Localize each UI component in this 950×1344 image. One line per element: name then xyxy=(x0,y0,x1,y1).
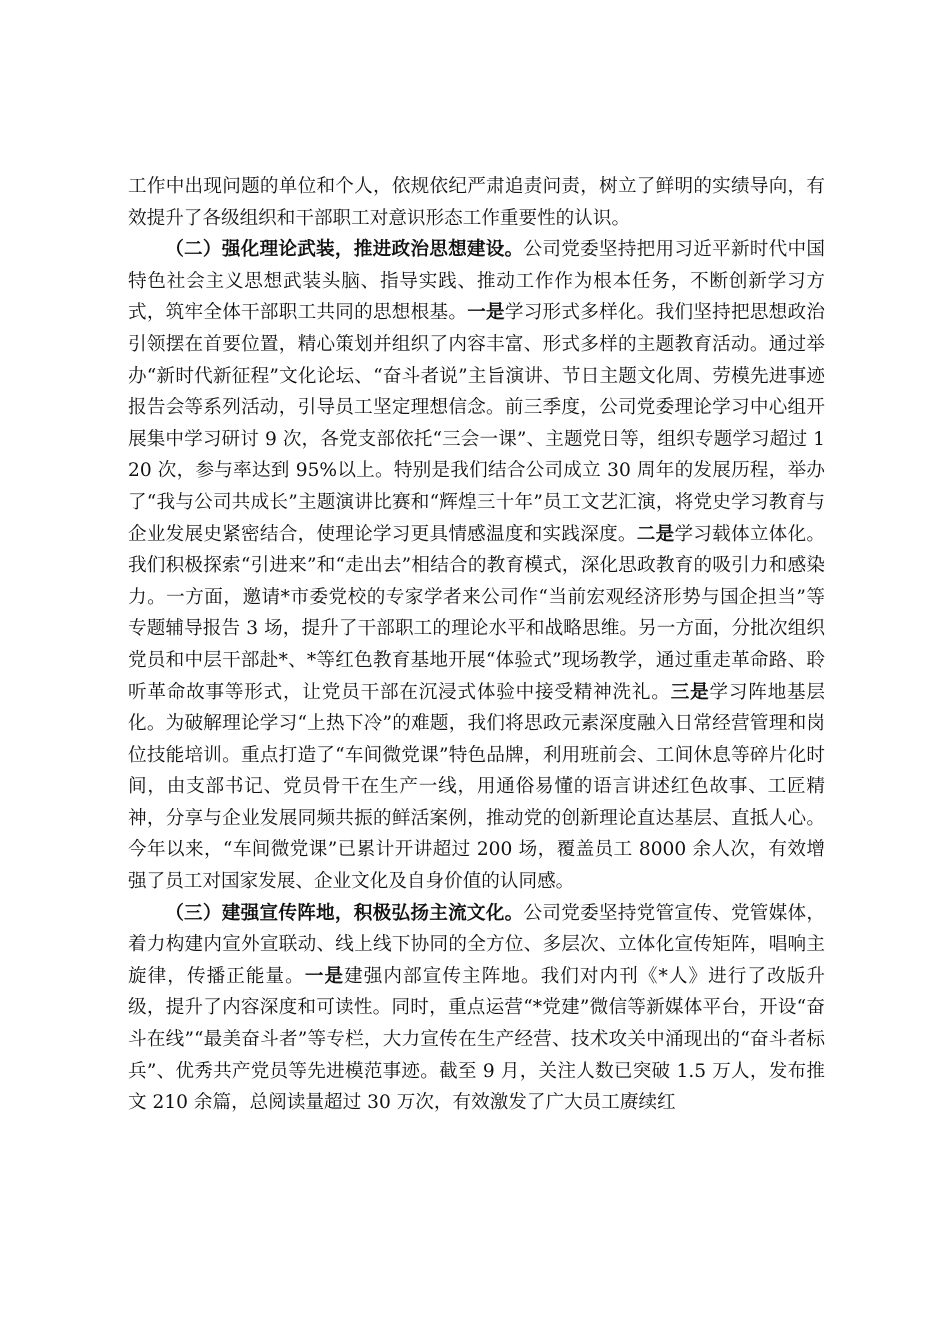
paragraph-continuation xyxy=(128,171,825,234)
point-marker: 二是 xyxy=(636,523,675,545)
section-heading: （三）建强宣传阵地，积极弘扬主流文化。 xyxy=(165,902,524,924)
paragraph-section-2 xyxy=(128,234,825,897)
paragraph-text: 公司党委坚持党管宣传、党管媒体，着力构建内宣外宣联动、线上线下协同的全方位、多层次、立体化宣传矩阵，唱响主旋律，传播正能量。 xyxy=(128,902,825,987)
paragraph-text: 公司党委坚持把用习近平新时代中国特色社会主义思想武装头脑、指导实践、推动工作作为根本任务，不断创新学习方式，筑牢全体干部职工共同的思想根基。 xyxy=(128,239,825,324)
document-body xyxy=(128,171,825,1119)
paragraph-text: 工作中出现问题的单位和个人，依规依纪严肃追责问责，树立了鲜明的实绩导向，有效提升了各级组织和干部职工对意识形态工作重要性的认识。 xyxy=(128,176,825,229)
point-marker: 一是 xyxy=(304,965,345,987)
section-heading: （二）强化理论武装，推进政治思想建设。 xyxy=(165,239,524,261)
paragraph-text: 建强内部宣传主阵地。我们对内刊《*人》进行了改版升级，提升了内容深度和可读性。同时，重点运营“*党建”微信等新媒体平台，开设“奋斗在线”“最美奋斗者”等专栏，大力宣传在生产经营、技术攻关中涌现出的“奋斗者标兵”、优秀共产党员等先进模范事迹。截至 9 月，关注人数已突破 1.5 万人，发布推文 210 余篇，总阅读量超过 30 万次，有效激发了广大员工赓续红 xyxy=(128,965,825,1114)
paragraph-section-3 xyxy=(128,898,825,1119)
paragraph-text: 学习阵地基层化。为破解理论学习“上热下冷”的难题，我们将思政元素深度融入日常经营管理和岗位技能培训。重点打造了“车间微党课”特色品牌，利用班前会、工间休息等碎片化时间，由支部书记、党员骨干在生产一线，用通俗易懂的语言讲述红色故事、工匠精神，分享与企业发展同频共振的鲜活案例，推动党的创新理论直达基层、直抵人心。今年以来，“车间微党课”已累计开讲超过 200 场，覆盖员工 8000 余人次，有效增强了员工对国家发展、企业文化及自身价值的认同感。 xyxy=(128,681,825,893)
paragraph-text: 学习形式多样化。我们坚持把思想政治引领摆在首要位置，精心策划并组织了内容丰富、形式多样的主题教育活动。通过举办“新时代新征程”文化论坛、“奋斗者说”主旨演讲、节日主题文化周、劳模先进事迹报告会等系列活动，引导员工坚定理想信念。前三季度，公司党委理论学习中心组开展集中学习研讨 9 次，各党支部依托“三会一课”、主题党日等，组织专题学习超过 120 次，参与率达到 95%以上。特别是我们结合公司成立 30 周年的发展历程，举办了“我与公司共成长”主题演讲比赛和“辉煌三十年”员工文艺汇演，将党史学习教育与企业发展史紧密结合，使理论学习更具情感温度和实践深度。 xyxy=(128,302,825,545)
paragraph-text: 学习载体立体化。我们积极探索“引进来”和“走出去”相结合的教育模式，深化思政教育的吸引力和感染力。一方面，邀请*市委党校的专家学者来公司作“当前宏观经济形势与国企担当”等专题辅导报告 3 场，提升了干部职工的理论水平和战略思维。另一方面，分批次组织党员和中层干部赴*、*等红色教育基地开展“体验式”现场教学，通过重走革命路、聆听革命故事等形式，让党员干部在沉浸式体验中接受精神洗礼。 xyxy=(128,523,825,703)
point-marker: 一是 xyxy=(467,302,505,324)
point-marker: 三是 xyxy=(670,681,710,703)
